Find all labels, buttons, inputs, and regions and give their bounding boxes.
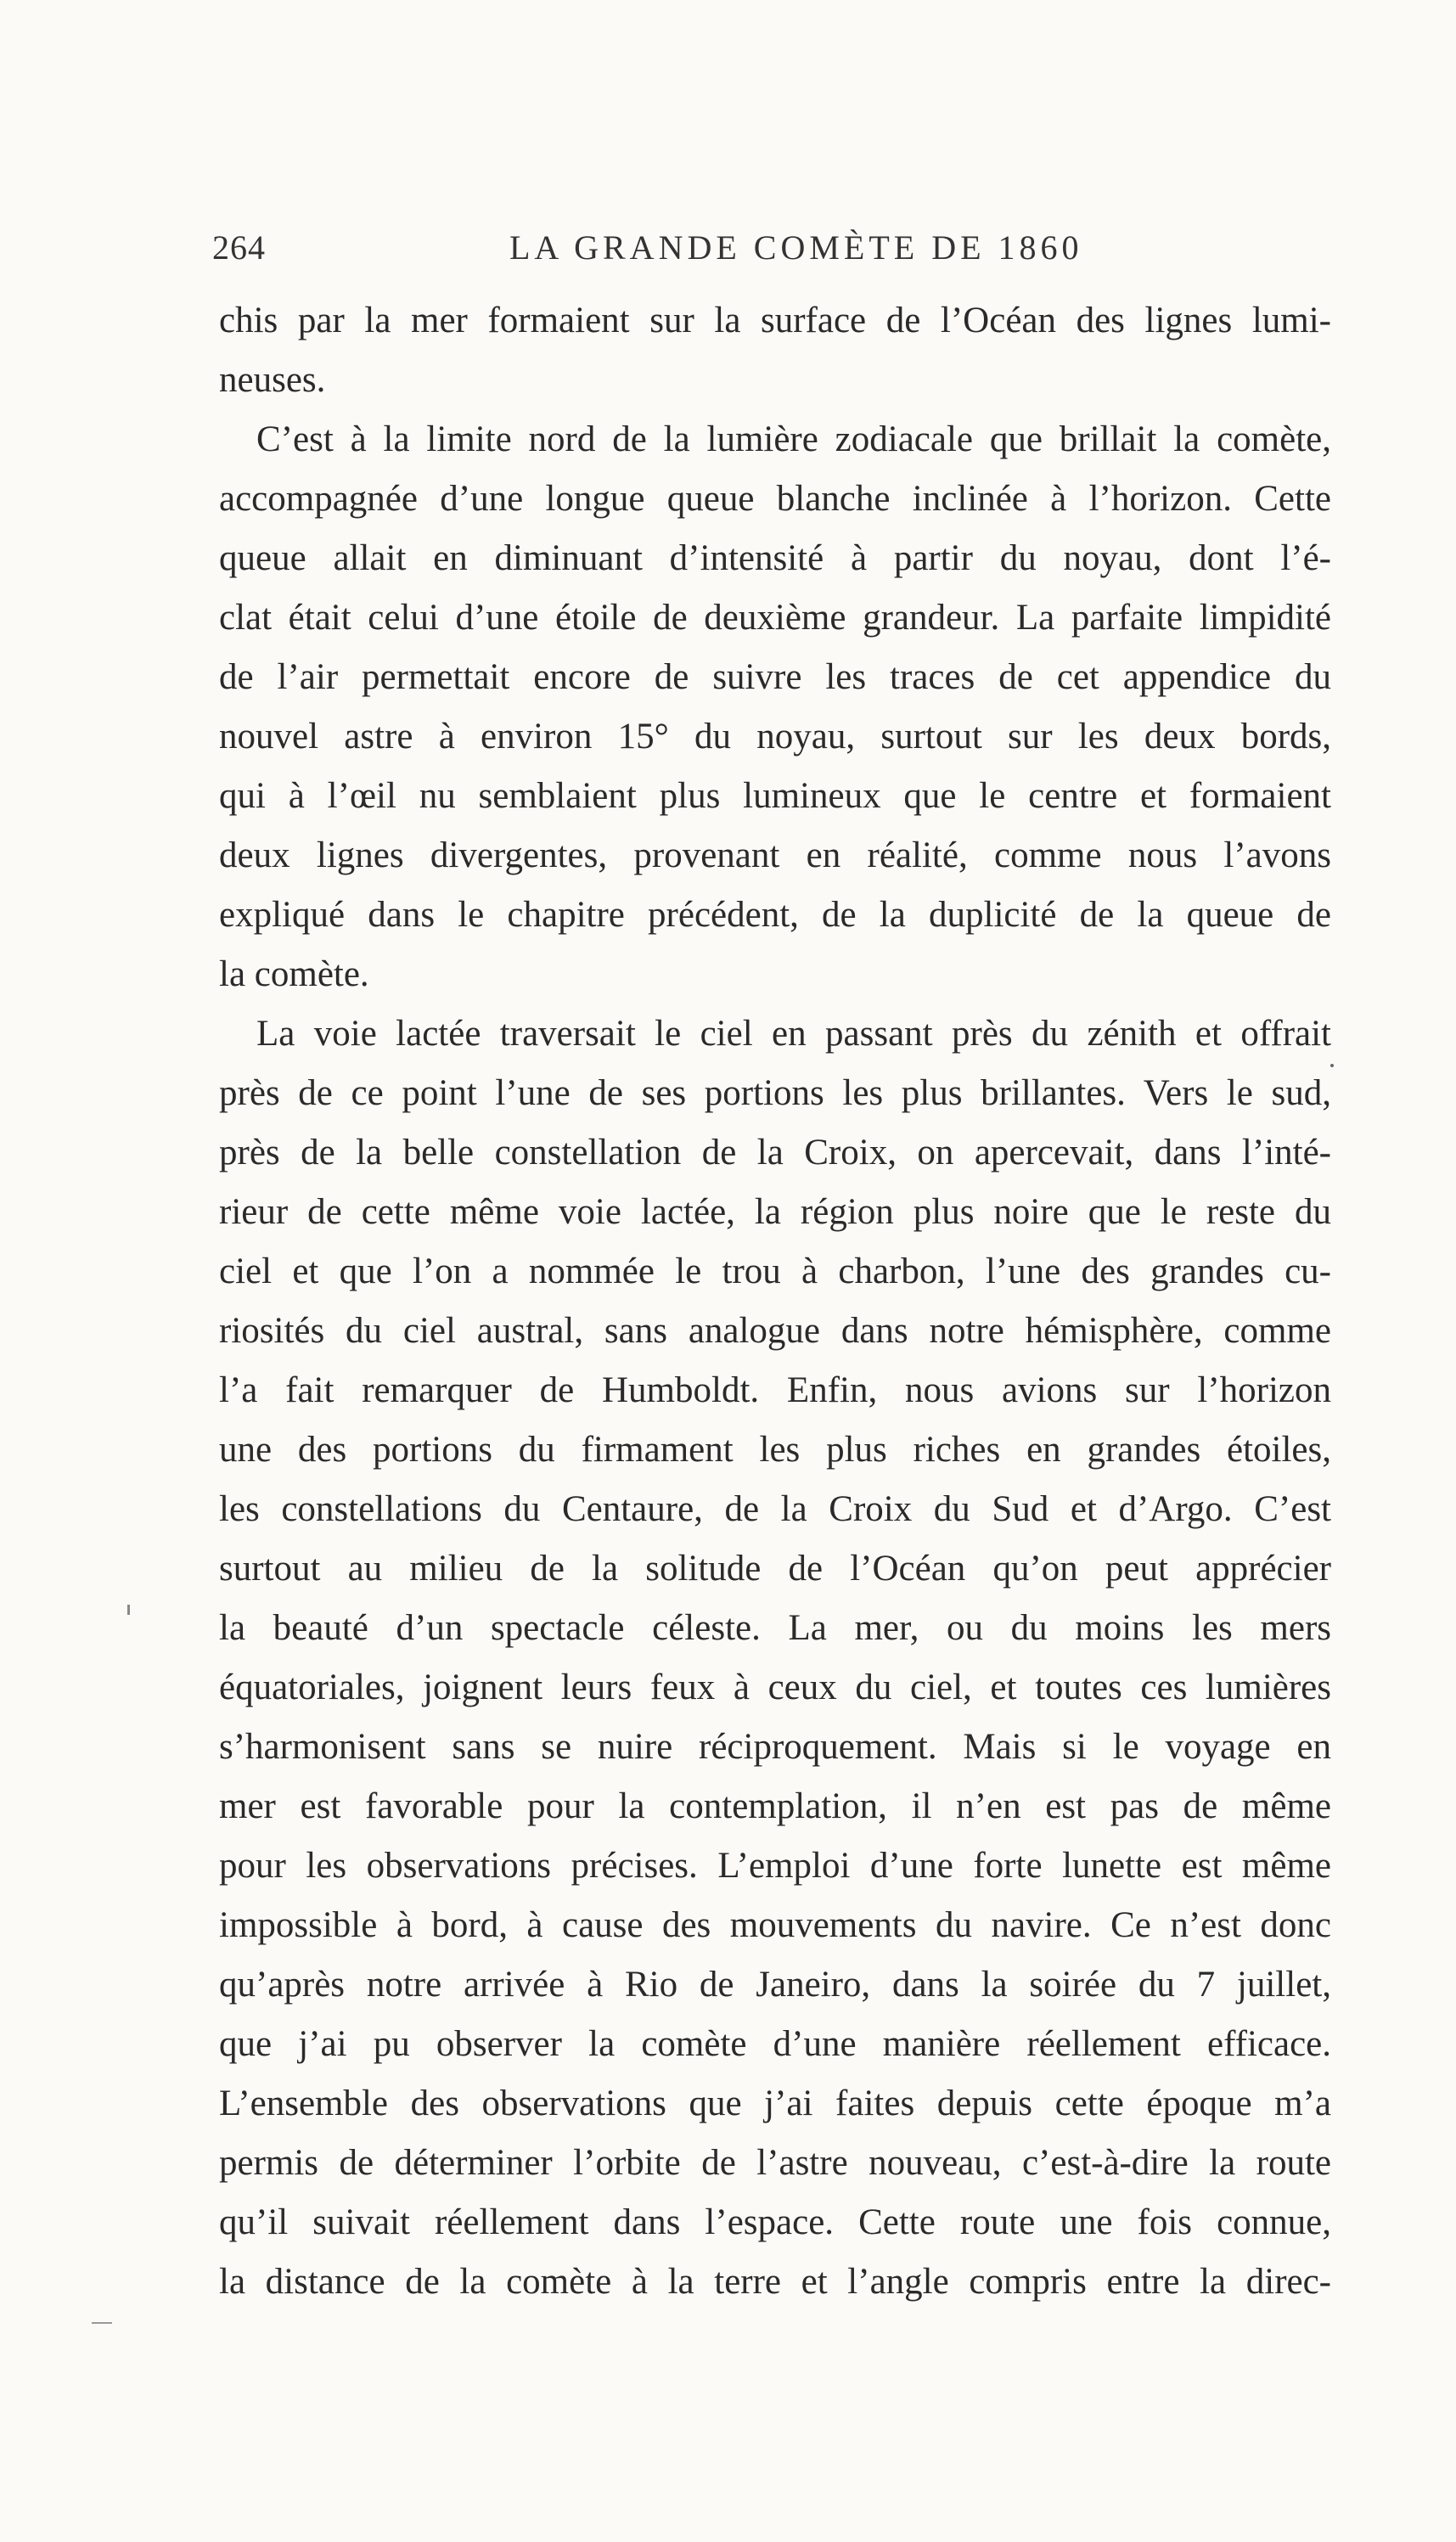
- text-line: expliqué dans le chapitre précédent, de la duplicité de la queue de: [219, 895, 1331, 935]
- text-line: mer est favorable pour la contemplation, il n’en est pas de même: [219, 1786, 1331, 1826]
- text-line: de l’air permettait encore de suivre les traces de cet appendice du: [219, 657, 1331, 697]
- text-line: que j’ai pu observer la comète d’une manière réellement efficace.: [219, 2024, 1331, 2064]
- text-line: L’ensemble des observations que j’ai faites depuis cette époque m’a: [219, 2084, 1331, 2123]
- text-line: qu’après notre arrivée à Rio de Janeiro, dans la soirée du 7 juillet,: [219, 1965, 1331, 2005]
- text-line: la beauté d’un spectacle céleste. La mer, ou du moins les mers: [219, 1608, 1331, 1648]
- text-line: riosités du ciel austral, sans analogue dans notre hémisphère, comme: [219, 1311, 1331, 1351]
- text-line: l’a fait remarquer de Humboldt. Enfin, nous avions sur l’horizon: [219, 1370, 1331, 1410]
- text-line: s’harmonisent sans se nuire réciproquement. Mais si le voyage en: [219, 1727, 1331, 1767]
- text-line: équatoriales, joignent leurs feux à ceux du ciel, et toutes ces lumières: [219, 1667, 1331, 1707]
- text-line: permis de déterminer l’orbite de l’astre nouveau, c’est-à-dire la route: [219, 2143, 1331, 2183]
- text-line: rieur de cette même voie lactée, la région plus noire que le reste du: [219, 1192, 1331, 1232]
- text-line: impossible à bord, à cause des mouvements du navire. Ce n’est donc: [219, 1905, 1331, 1945]
- text-line: une des portions du firmament les plus riches en grandes étoiles,: [219, 1430, 1331, 1470]
- running-head: [212, 228, 1333, 278]
- text-line: clat était celui d’une étoile de deuxième grandeur. La parfaite limpidité: [219, 598, 1331, 638]
- body-text: [219, 291, 1331, 2312]
- text-line: près de ce point l’une de ses portions les plus brillantes. Vers le sud,: [219, 1073, 1331, 1113]
- text-line: près de la belle constellation de la Croix, on apercevait, dans l’inté-: [219, 1133, 1331, 1173]
- page-number: 264: [212, 228, 266, 267]
- text-line: deux lignes divergentes, provenant en réalité, comme nous l’avons: [219, 835, 1331, 875]
- text-line: C’est à la limite nord de la lumière zodiacale que brillait la comète,: [256, 419, 1331, 459]
- text-line: la comète.: [219, 954, 369, 994]
- running-title: LA GRANDE COMÈTE DE 1860: [509, 228, 1083, 267]
- margin-dash: [92, 2322, 112, 2324]
- text-line: neuses.: [219, 360, 326, 400]
- margin-dot: [1330, 1064, 1334, 1067]
- text-line: surtout au milieu de la solitude de l’Océan qu’on peut apprécier: [219, 1549, 1331, 1589]
- text-line: la distance de la comète à la terre et l’angle compris entre la direc-: [219, 2262, 1331, 2302]
- text-line: pour les observations précises. L’emploi d’une forte lunette est même: [219, 1846, 1331, 1886]
- text-line: les constellations du Centaure, de la Croix du Sud et d’Argo. C’est: [219, 1489, 1331, 1529]
- text-line: qu’il suivait réellement dans l’espace. Cette route une fois connue,: [219, 2202, 1331, 2242]
- margin-tick: [127, 1605, 130, 1615]
- text-line: chis par la mer formaient sur la surface de l’Océan des lignes lumi-: [219, 301, 1331, 340]
- text-line: nouvel astre à environ 15° du noyau, surtout sur les deux bords,: [219, 717, 1331, 756]
- text-line: accompagnée d’une longue queue blanche inclinée à l’horizon. Cette: [219, 479, 1331, 519]
- text-line: La voie lactée traversait le ciel en passant près du zénith et offrait: [256, 1014, 1331, 1054]
- text-line: qui à l’œil nu semblaient plus lumineux que le centre et formaient: [219, 776, 1331, 816]
- text-line: queue allait en diminuant d’intensité à partir du noyau, dont l’é-: [219, 538, 1331, 578]
- text-line: ciel et que l’on a nommée le trou à charbon, l’une des grandes cu-: [219, 1251, 1331, 1291]
